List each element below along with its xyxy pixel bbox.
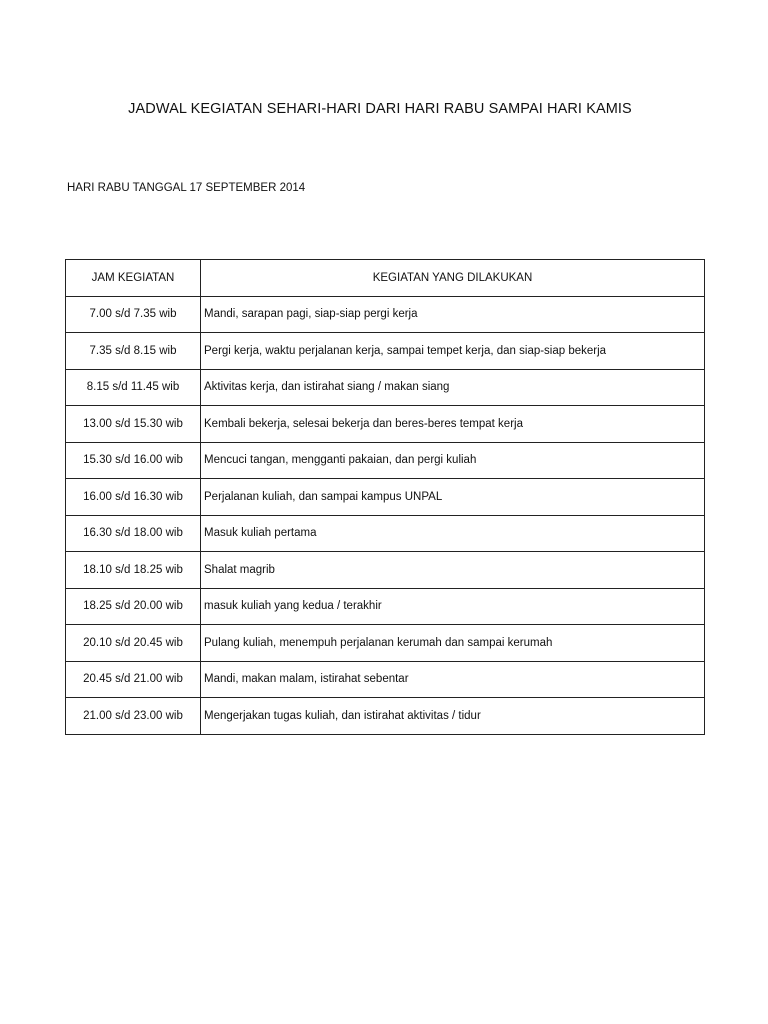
header-time: JAM KEGIATAN xyxy=(66,260,201,297)
row-time: 7.00 s/d 7.35 wib xyxy=(66,296,201,333)
row-activity: Kembali bekerja, selesai bekerja dan beres-beres tempat kerja xyxy=(201,406,705,443)
row-activity: Mencuci tangan, mengganti pakaian, dan pergi kuliah xyxy=(201,442,705,479)
document-subtitle: HARI RABU TANGGAL 17 SEPTEMBER 2014 xyxy=(67,182,306,194)
table-row xyxy=(66,369,705,406)
row-activity: Mandi, sarapan pagi, siap-siap pergi kerja xyxy=(201,296,705,333)
header-activity: KEGIATAN YANG DILAKUKAN xyxy=(201,260,705,297)
table-row xyxy=(66,552,705,589)
row-activity: Perjalanan kuliah, dan sampai kampus UNPAL xyxy=(201,479,705,516)
row-activity: masuk kuliah yang kedua / terakhir xyxy=(201,588,705,625)
row-activity: Masuk kuliah pertama xyxy=(201,515,705,552)
table-row xyxy=(66,442,705,479)
row-time: 8.15 s/d 11.45 wib xyxy=(66,369,201,406)
table-row xyxy=(66,333,705,370)
table-row xyxy=(66,406,705,443)
row-time: 16.00 s/d 16.30 wib xyxy=(66,479,201,516)
document-title: JADWAL KEGIATAN SEHARI-HARI DARI HARI RABU SAMPAI HARI KAMIS xyxy=(128,101,632,117)
table-row xyxy=(66,296,705,333)
table-row xyxy=(66,515,705,552)
schedule-table xyxy=(65,259,705,735)
row-time: 7.35 s/d 8.15 wib xyxy=(66,333,201,370)
row-activity: Pergi kerja, waktu perjalanan kerja, sampai tempet kerja, dan siap-siap bekerja xyxy=(201,333,705,370)
row-activity: Mengerjakan tugas kuliah, dan istirahat aktivitas / tidur xyxy=(201,698,705,735)
row-time: 20.45 s/d 21.00 wib xyxy=(66,661,201,698)
table-row xyxy=(66,661,705,698)
row-time: 20.10 s/d 20.45 wib xyxy=(66,625,201,662)
row-time: 16.30 s/d 18.00 wib xyxy=(66,515,201,552)
table-header-row xyxy=(66,260,705,297)
row-activity: Shalat magrib xyxy=(201,552,705,589)
row-time: 15.30 s/d 16.00 wib xyxy=(66,442,201,479)
table-row xyxy=(66,479,705,516)
row-time: 18.10 s/d 18.25 wib xyxy=(66,552,201,589)
row-time: 13.00 s/d 15.30 wib xyxy=(66,406,201,443)
table-row xyxy=(66,625,705,662)
row-activity: Pulang kuliah, menempuh perjalanan kerumah dan sampai kerumah xyxy=(201,625,705,662)
table-row xyxy=(66,698,705,735)
row-activity: Aktivitas kerja, dan istirahat siang / makan siang xyxy=(201,369,705,406)
row-time: 18.25 s/d 20.00 wib xyxy=(66,588,201,625)
row-activity: Mandi, makan malam, istirahat sebentar xyxy=(201,661,705,698)
row-time: 21.00 s/d 23.00 wib xyxy=(66,698,201,735)
table-row xyxy=(66,588,705,625)
